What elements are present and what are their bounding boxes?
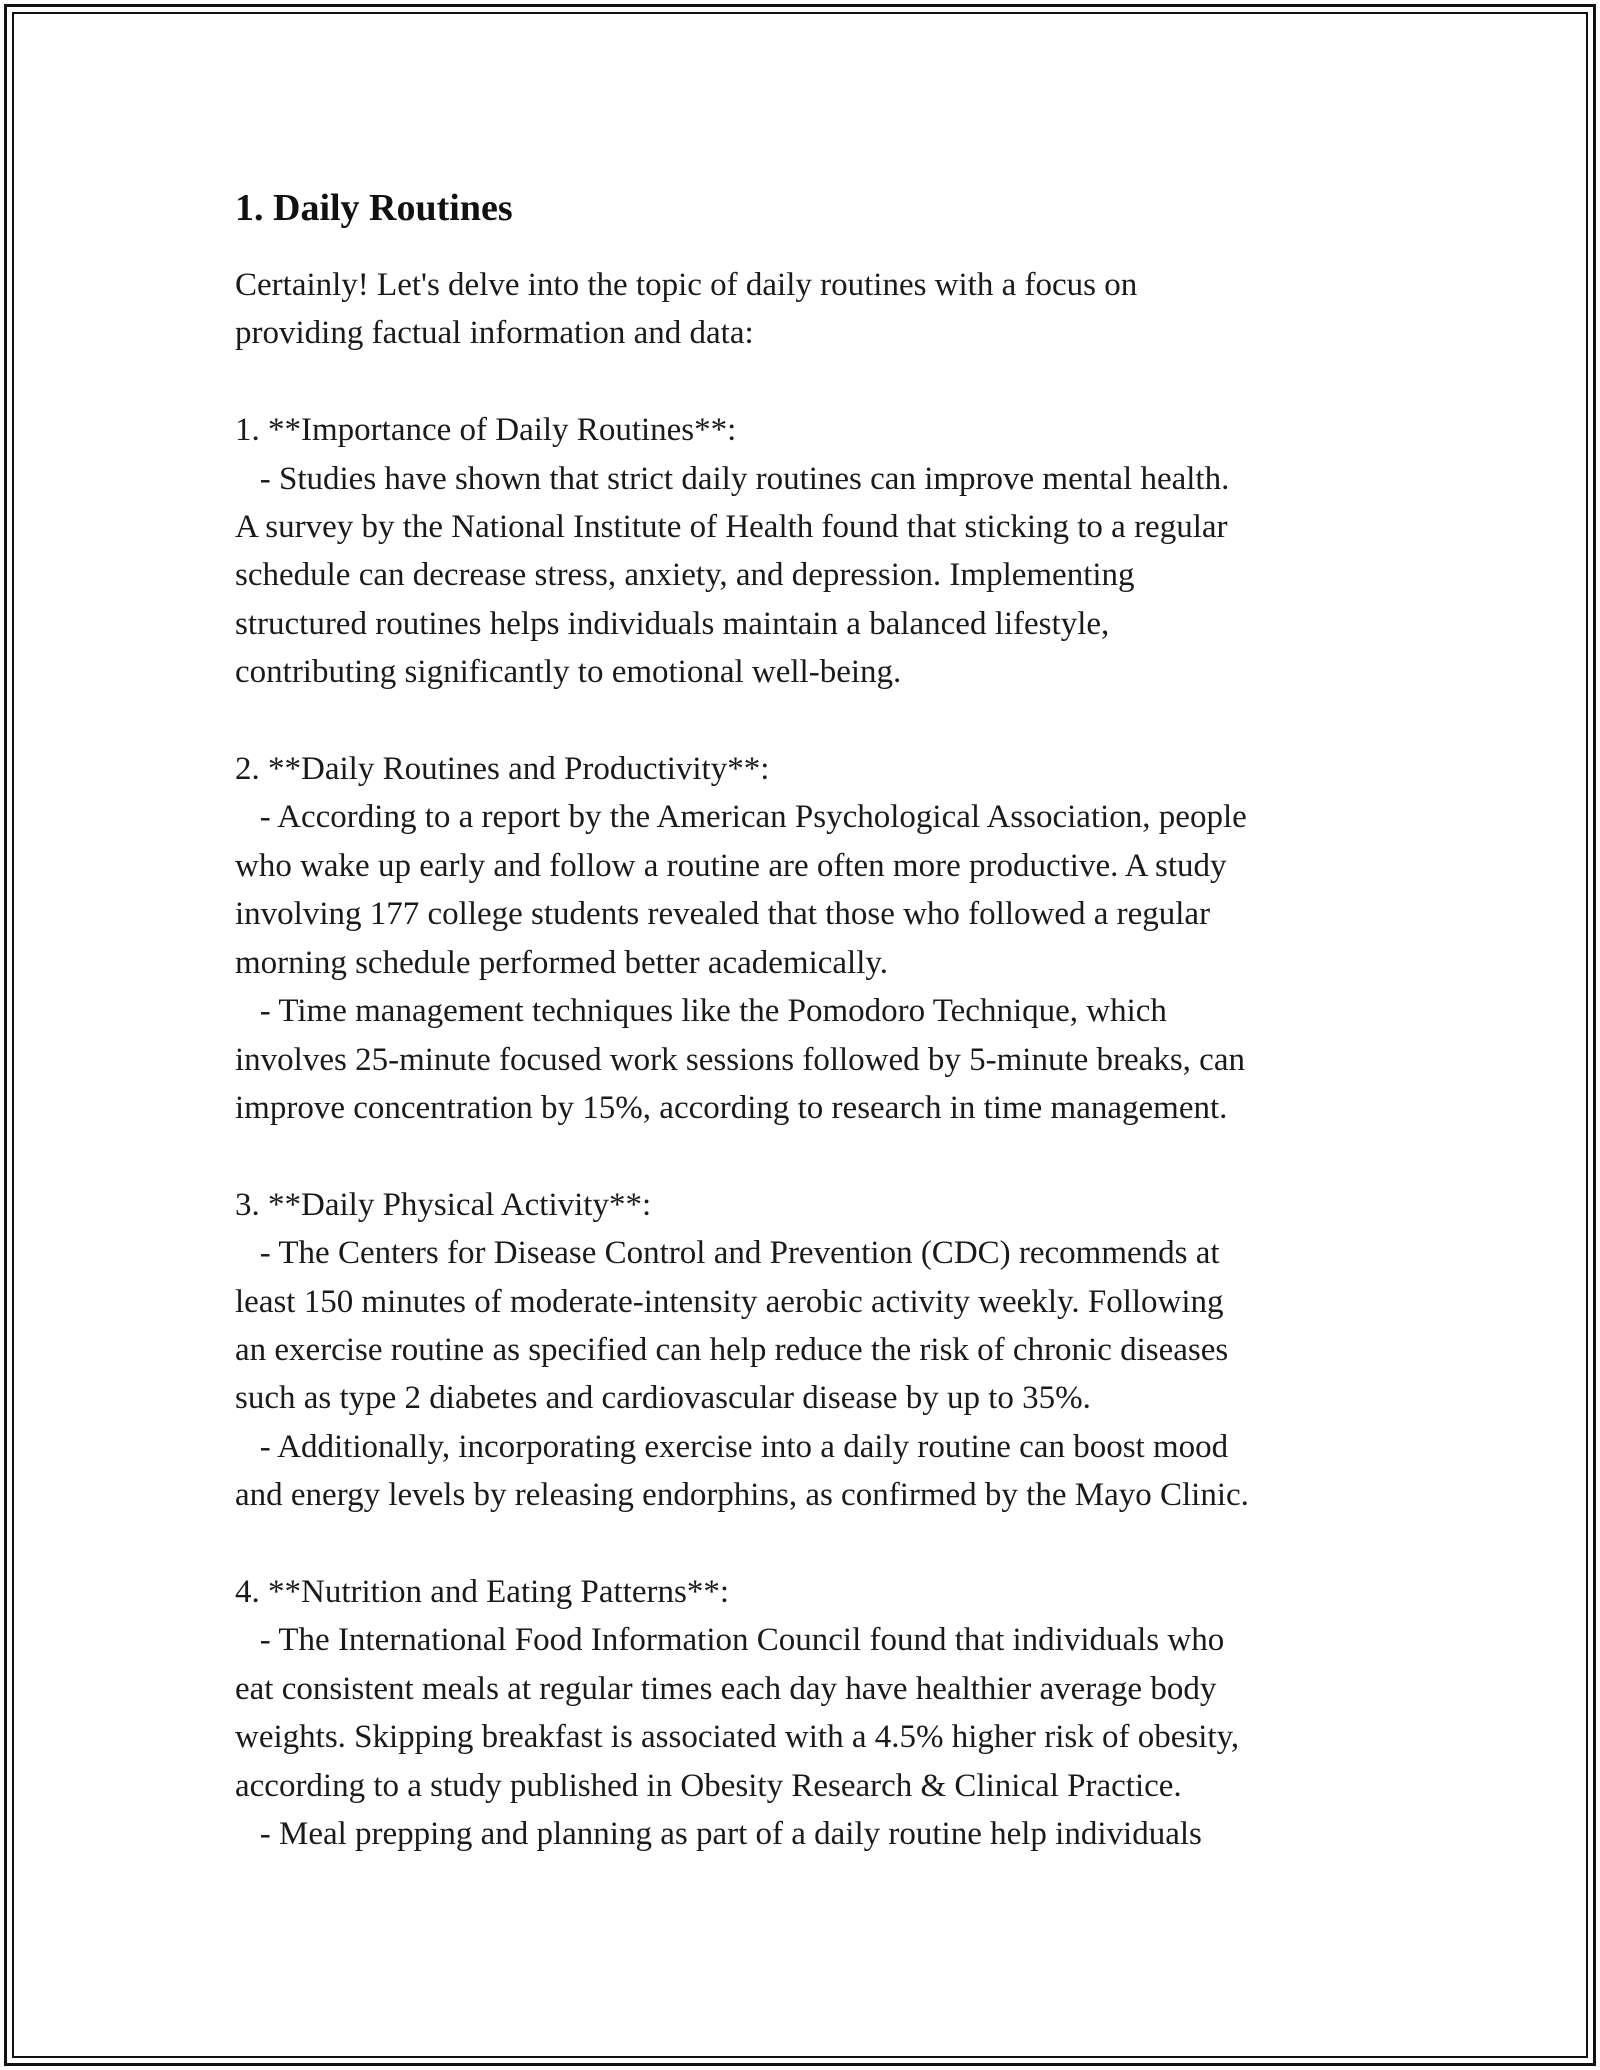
body-text: Certainly! Let's delve into the topic of daily routines with a focus on providing factual information and data: 1. **Importance of Daily Routines**: - Studies have shown that strict daily routines can improve mental health. A survey by the National Institute of Health found that sticking to a regular schedule can decrease stress, anxiety, and depression. Implementing structured routines helps individuals maintain a balanced lifestyle, contributing significantly to emotional well-being. 2. **Daily Routines and Productivity**: - According to a report by the American Psychological Association, people who wake up early and follow a routine are often more productive. A study involving 177 college students revealed that those who followed a regular morning schedule performed better academically. - Time management techniques like the Pomodoro Technique, which involves 25-minute focused work sessions followed by 5-minute breaks, can improve concentration by 15%, according to research in time management. 3. **Daily Physical Activity**: - The Centers for Disease Control and Prevention (CDC) recommends at least 150 minutes of moderate-intensity aerobic activity weekly. Following an exercise routine as specified can help reduce the risk of chronic diseases such as type 2 diabetes and cardiovascular disease by up to 35%. - Additionally, incorporating exercise into a daily routine can boost mood and energy levels by releasing endorphins, as confirmed by the Mayo Clinic. 4. **Nutrition and Eating Patterns**: - The International Food Information Council found that individuals who eat consistent meals at regular times each day have healthier average body weights. Skipping breakfast is associated with a 4.5% higher risk of obesity, according to a study published in Obesity Research & Clinical Practice. - Meal prepping and planning as part of a daily routine help individuals bbox=[235, 267, 1249, 1852]
document-content bbox=[235, 185, 1375, 1858]
section-title: 1. Daily Routines bbox=[235, 187, 513, 229]
